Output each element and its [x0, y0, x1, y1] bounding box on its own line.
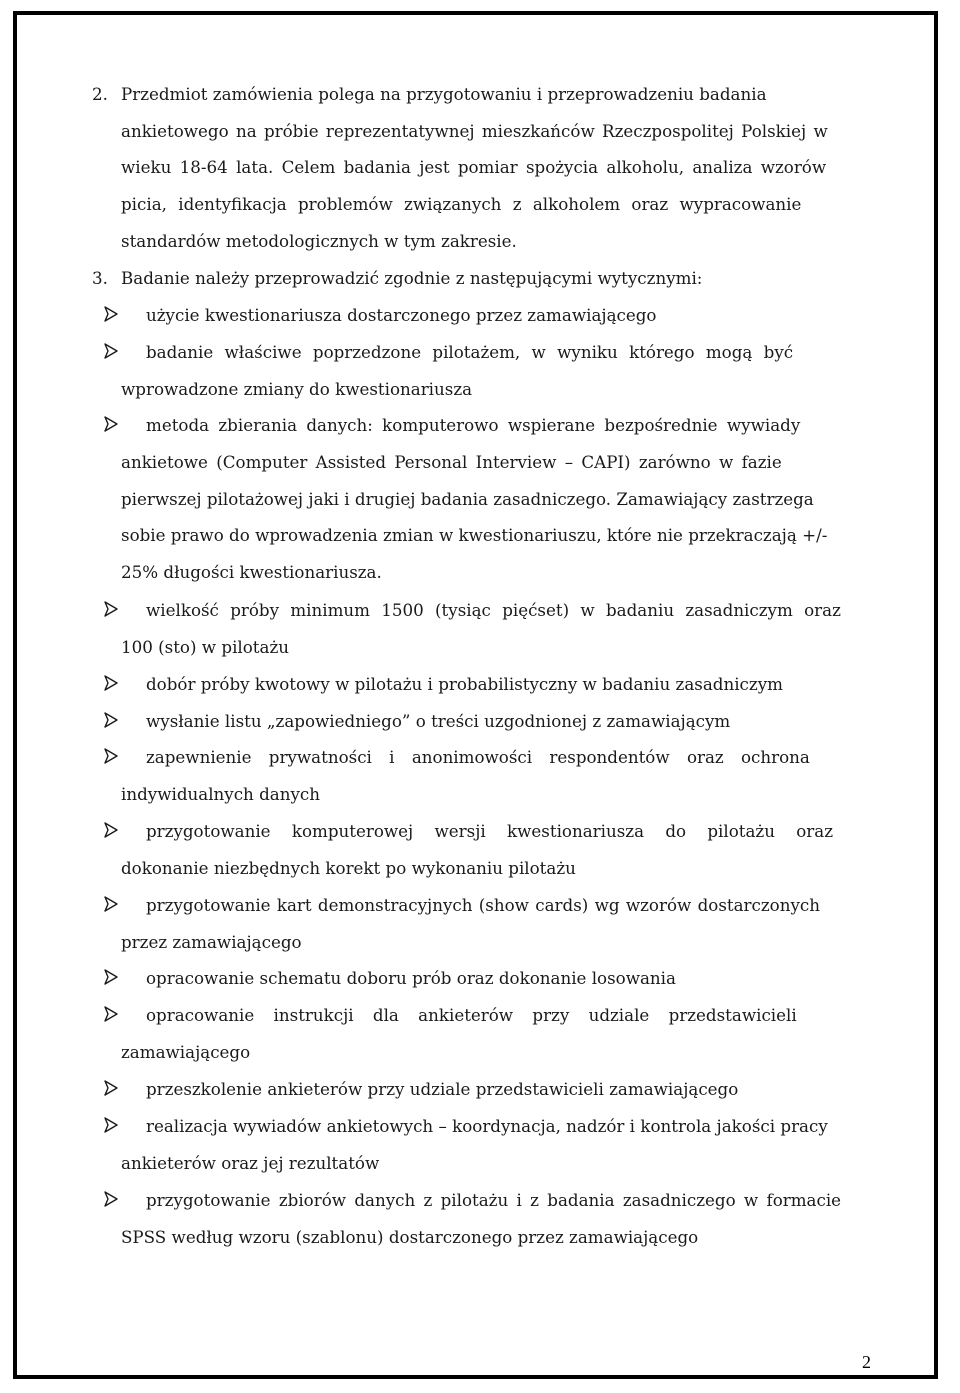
bullet-13-line-1: realizacja wywiadów ankietowych – koordynacja, nadzór i kontrola jakości pracy — [146, 1116, 828, 1136]
arrow-bullet-icon — [104, 896, 120, 916]
bullet-10-line-1: opracowanie schematu doboru prób oraz dokonanie losowania — [146, 968, 676, 988]
arrow-bullet-icon — [104, 601, 120, 621]
bullet-7-line-1: zapewnienie prywatności i anonimowości respondentów oraz ochrona — [146, 747, 810, 767]
bullet-2-line-2: wprowadzone zmiany do kwestionariusza — [121, 379, 473, 399]
bullet-3-line-2: ankietowe (Computer Assisted Personal Interview – CAPI) zarówno w fazie — [121, 452, 782, 472]
arrow-bullet-icon — [104, 1080, 120, 1100]
bullet-9-line-2: przez zamawiającego — [121, 932, 302, 952]
bullet-11-line-2: zamawiającego — [121, 1042, 251, 1062]
section-2-number: 2. — [92, 84, 108, 104]
section-2-line-4: picia, identyfikacja problemów związanych z alkoholem oraz wypracowanie — [121, 194, 802, 214]
arrow-bullet-icon — [104, 1117, 120, 1137]
section-2-line-3: wieku 18-64 lata. Celem badania jest pomiar spożycia alkoholu, analiza wzorów — [121, 157, 827, 177]
bullet-12-line-1: przeszkolenie ankieterów przy udziale przedstawicieli zamawiającego — [146, 1079, 739, 1099]
bullet-7-line-2: indywidualnych danych — [121, 784, 321, 804]
bullet-4-line-1: wielkość próby minimum 1500 (tysiąc pięćset) w badaniu zasadniczym oraz — [146, 600, 841, 620]
bullet-6-line-1: wysłanie listu „zapowiedniego” o treści uzgodnionej z zamawiającym — [146, 711, 731, 731]
bullet-8-line-1: przygotowanie komputerowej wersji kwestionariusza do pilotażu oraz — [146, 821, 834, 841]
arrow-bullet-icon — [104, 712, 120, 732]
bullet-9-line-1: przygotowanie kart demonstracyjnych (show cards) wg wzorów dostarczonych — [146, 895, 820, 915]
arrow-bullet-icon — [104, 343, 120, 363]
arrow-bullet-icon — [104, 969, 120, 989]
arrow-bullet-icon — [104, 748, 120, 768]
arrow-bullet-icon — [104, 675, 120, 695]
bullet-4-line-2: 100 (sto) w pilotażu — [121, 637, 289, 657]
section-3-number: 3. — [92, 268, 108, 288]
bullet-14-line-1: przygotowanie zbiorów danych z pilotażu i z badania zasadniczego w formacie — [146, 1190, 842, 1210]
section-2-line-1: Przedmiot zamówienia polega na przygotowaniu i przeprowadzeniu badania — [121, 84, 767, 104]
arrow-bullet-icon — [104, 822, 120, 842]
bullet-3-line-1: metoda zbierania danych: komputerowo wspierane bezpośrednie wywiady — [146, 415, 801, 435]
section-3-intro: Badanie należy przeprowadzić zgodnie z następującymi wytycznymi: — [121, 268, 703, 288]
arrow-bullet-icon — [104, 1191, 120, 1211]
bullet-3-line-5: 25% długości kwestionariusza. — [121, 562, 382, 582]
bullet-2-line-1: badanie właściwe poprzedzone pilotażem, w wyniku którego mogą być — [146, 342, 794, 362]
bullet-11-line-1: opracowanie instrukcji dla ankieterów przy udziale przedstawicieli — [146, 1005, 797, 1025]
arrow-bullet-icon — [104, 416, 120, 436]
section-2-line-2: ankietowego na próbie reprezentatywnej mieszkańców Rzeczpospolitej Polskiej w — [121, 121, 828, 141]
bullet-8-line-2: dokonanie niezbędnych korekt po wykonaniu pilotażu — [121, 858, 576, 878]
section-2-line-5: standardów metodologicznych w tym zakresie. — [121, 231, 517, 251]
page-number: 2 — [862, 1352, 871, 1372]
page-border — [13, 11, 938, 1379]
bullet-3-line-4: sobie prawo do wprowadzenia zmian w kwestionariuszu, które nie przekraczają +/- — [121, 525, 828, 545]
bullet-5-line-1: dobór próby kwotowy w pilotażu i probabilistyczny w badaniu zasadniczym — [146, 674, 783, 694]
arrow-bullet-icon — [104, 1006, 120, 1026]
bullet-3-line-3: pierwszej pilotażowej jaki i drugiej badania zasadniczego. Zamawiający zastrzega — [121, 489, 814, 509]
bullet-1-line-1: użycie kwestionariusza dostarczonego przez zamawiającego — [146, 305, 657, 325]
bullet-14-line-2: SPSS według wzoru (szablonu) dostarczonego przez zamawiającego — [121, 1227, 699, 1247]
bullet-13-line-2: ankieterów oraz jej rezultatów — [121, 1153, 380, 1173]
arrow-bullet-icon — [104, 306, 120, 326]
